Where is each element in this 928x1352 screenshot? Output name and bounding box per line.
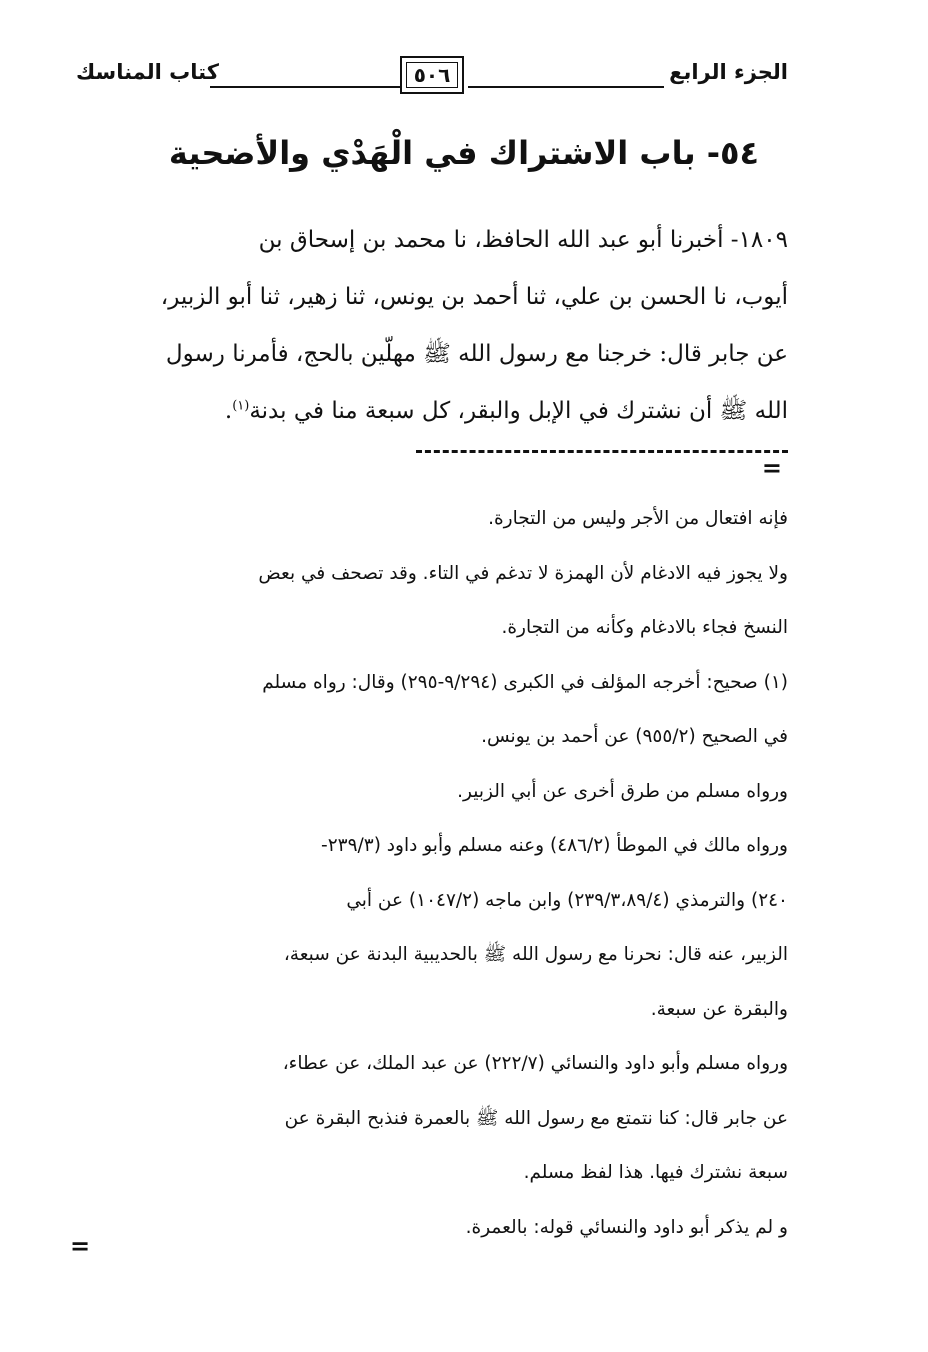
volume-label: الجزء الرابع xyxy=(669,60,788,84)
hadith-line: عن جابر قال: خرجنا مع رسول الله ﷺ مهلّين بالحج، فأمرنا رسول xyxy=(165,341,788,367)
hadith-line: أيوب، نا الحسن بن علي، ثنا أحمد بن يونس، ثنا زهير، ثنا أبو الزبير، xyxy=(160,284,788,310)
footnote-separator-rule xyxy=(416,450,788,453)
note-line: الزبير، عنه قال: نحرنا مع رسول الله ﷺ بالحديبية البدنة عن سبعة، xyxy=(283,944,788,965)
note-line: في الصحيح (٩٥٥/٢) عن أحمد بن يونس. xyxy=(481,726,788,747)
note-line: ورواه مالك في الموطأ (٤٨٦/٢) وعنه مسلم وأبو داود (٢٣٩/٣- xyxy=(321,835,788,856)
note-line: عن جابر قال: كنا نتمتع مع رسول الله ﷺ بالعمرة فنذبح البقرة عن xyxy=(284,1107,788,1129)
hadith-line-text: الله ﷺ أن نشترك في الإبل والبقر، كل سبعة منا في بدنة xyxy=(249,398,788,424)
note-line: ورواه مسلم من طرق أخرى عن أبي الزبير. xyxy=(457,780,788,802)
hadith-end-punct: . xyxy=(224,398,233,424)
continuation-mark: = xyxy=(70,1232,91,1260)
hadith-text xyxy=(76,212,788,440)
note-line: و لم يذكر أبو داود والنسائي قوله: بالعمرة. xyxy=(465,1216,788,1238)
header-rule-right xyxy=(468,86,664,88)
note-line: سبعة نشترك فيها. هذا لفظ مسلم. xyxy=(523,1162,788,1183)
footnotes xyxy=(76,492,788,1255)
header-rule-left xyxy=(210,86,400,88)
hadith-line: ١٨٠٩- أخبرنا أبو عبد الله الحافظ، نا محمد بن إسحاق بن xyxy=(258,227,788,253)
note-line: ٢٤٠) والترمذي (٢٣٩/٣،٨٩/٤) وابن ماجه (١٠٤٧/٢) عن أبي xyxy=(346,889,788,911)
note-line: فإنه افتعال من الأجر وليس من التجارة. xyxy=(488,508,788,529)
note-line: النسخ فجاء بالادغام وكأنه من التجارة. xyxy=(501,617,788,638)
continuation-mark: = xyxy=(761,454,782,482)
note-line: ورواه مسلم وأبو داود والنسائي (٢٢٢/٧) عن عبد الملك، عن عطاء، xyxy=(282,1053,788,1074)
footnote-reference[interactable]: (١) xyxy=(232,398,250,414)
page-number: ٥٠٦ xyxy=(400,56,464,94)
chapter-title: ٥٤- باب الاشتراك في الْهَدْي والأضحية xyxy=(168,134,760,172)
note-line: والبقرة عن سبعة. xyxy=(650,998,788,1020)
hadith-line xyxy=(76,383,788,440)
running-header xyxy=(76,54,788,98)
note-line: ولا يجوز فيه الادغام لأن الهمزة لا تدغم في التاء. وقد تصحف في بعض xyxy=(258,562,788,584)
book-label: كتاب المناسك xyxy=(76,60,219,84)
note-line: (١) صحيح: أخرجه المؤلف في الكبرى (٩/٢٩٤-٢٩٥) وقال: رواه مسلم xyxy=(262,671,788,693)
